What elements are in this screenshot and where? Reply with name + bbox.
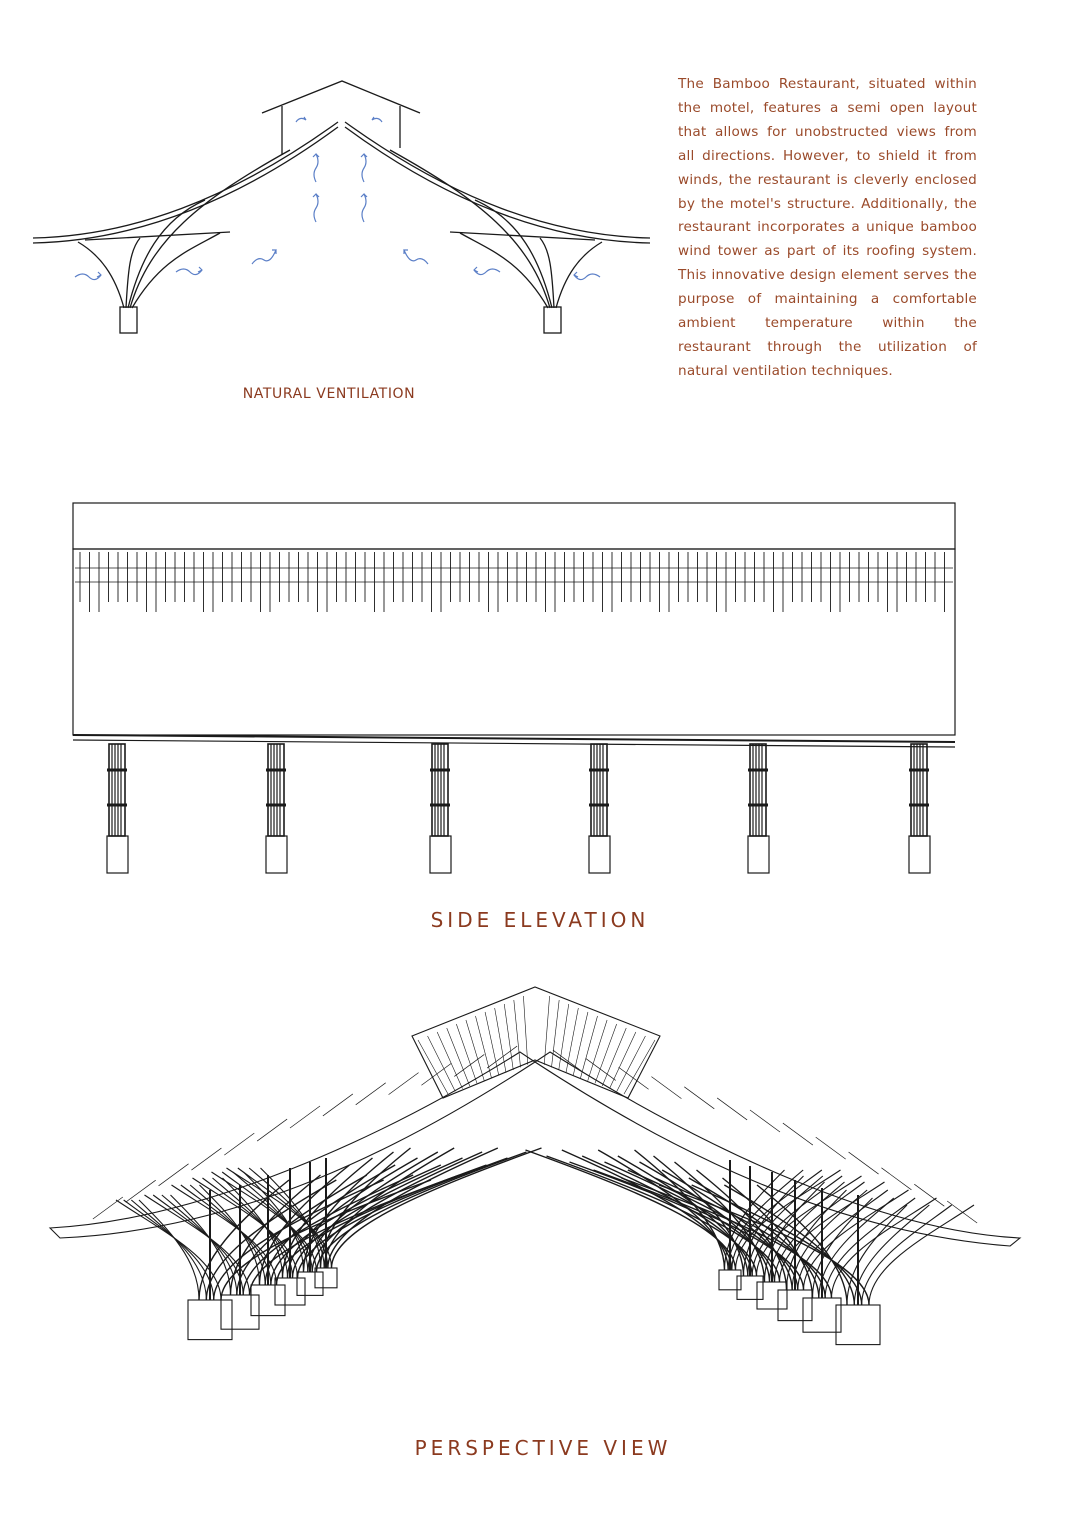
wind-tower-slats bbox=[418, 996, 655, 1094]
column-footing bbox=[719, 1270, 741, 1290]
column-footing bbox=[275, 1278, 305, 1305]
column-footing bbox=[757, 1282, 787, 1309]
column-footing bbox=[778, 1290, 812, 1321]
side-elevation-caption: SIDE ELEVATION bbox=[430, 908, 650, 932]
column-footing bbox=[803, 1298, 841, 1332]
perspective-columns bbox=[116, 1148, 974, 1345]
perspective-view-caption: PERSPECTIVE VIEW bbox=[414, 1436, 672, 1460]
column-footing bbox=[188, 1300, 232, 1340]
column-footing bbox=[315, 1268, 337, 1288]
perspective-wind-tower bbox=[412, 987, 660, 1098]
perspective-column-right bbox=[659, 1185, 974, 1345]
perspective-column-right bbox=[526, 1150, 841, 1290]
column-footing bbox=[836, 1305, 880, 1345]
column-footing bbox=[251, 1285, 285, 1316]
natural-ventilation-caption: NATURAL VENTILATION bbox=[242, 386, 416, 402]
description-paragraph: The Bamboo Restaurant, situated within the motel, features a semi open layout that allows for unobstructed views from all directions. However, to shield it from winds, the restaurant is cleverly enclosed by the motel's structure. Additionally, the restaurant incorporates a unique bamboo wind tower as part of its roofing system. This innovative design element serves the purpose of maintaining a comfortable ambient temperature within the restaurant through the utilization of natural ventilation techniques. bbox=[678, 76, 977, 379]
column-footing bbox=[297, 1272, 323, 1295]
